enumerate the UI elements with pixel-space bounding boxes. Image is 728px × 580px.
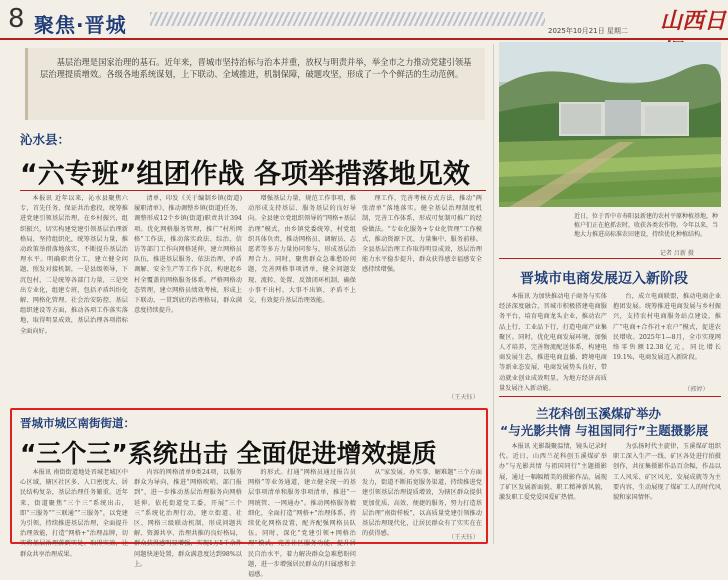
article-column: 本报讯 南街街道地处晋城老城区中心区域，辖区社区多、人口密度大、居民结构复杂，基层治理任务繁重。近年来，街道聚焦“三个三”系统出击，即“三服务”“三联通”“三服务”，以党建为引领，持续推进基层治理，全面提升治理效能，打造“网格+”治理品牌，切实将基层治理落到实处、取得实效，让群众共享治理成果。 (20, 469, 128, 558)
author-credit: （王天钰） (448, 534, 479, 541)
article-column: 从“家发展、办实事、解难题”三个方面发力，街道不断拓宽服务渠道，持续推进党建引领基层治理提质增效，为辖区群众提供更加优质、高效、便捷的服务，努力打造基层治理“南街样板”，以高质量党建引领推动基层治理现代化，让居民群众有了实实在在的获得感。 (362, 469, 482, 538)
article-column: 本报讯 近年以来，沁水县聚焦六专，首先任务、保证共治愈投，统筹推进党建引领基层治理，在乡村振兴，组织振兴，切实构建党建引领基层治理新格局，坚持组织化，统筹基层力量，推动政策举措落地落实，不断提升基层治理水平。明确职责分工，建立健全问题、照发对接机制，一是县级领导，下沉包村，二是统筹各部门力量，三是突出专业化，组建专班，包括矛盾纠纷化解、网格化管理、社会治安防控、基层组织建设等方面，推动各项工作落实落地，取得明显成效，基层治理各项指标全面向好。 (20, 195, 128, 335)
article-kicker: 沁水县： (20, 132, 71, 147)
landscape-image (499, 42, 721, 207)
article-headline: “六专班”组团作战 各项举措落地见效 (20, 159, 470, 190)
article-column: 台，成立电商联盟，推动电商企业抱团发展。统筹推进电商发展与乡村振兴，支持农村电商服务站点建设，推广“电商+合作社+农户”模式，促进农民增收。2025年1—8月，全市实现网络零售额12.38亿元，同比增长19.1%，电商发展迈入新阶段。 (613, 293, 721, 362)
dateline: 2025年10月21日 星期二 (548, 27, 628, 35)
article-column: 的形式。打通“网格员通过报告员网格”等业务通道，建立健全统一的基层事项清单和服务事项清单，推进“一网统管、一网通办”。推动网格服务精细化，全面打造“网格+”治理体系，持续优化网格设置，配齐配强网格员队伍。同时，深化“党建引领+网格治理”模式，完善社区服务功能，提升居民自治水平，着力解决群众急难愁盼问题，进一步增强居民群众的归属感和幸福感。 (248, 469, 356, 579)
author-credit: （王天钰） (448, 394, 479, 401)
article-kicker: 晋城市城区南街街道： (20, 416, 135, 430)
intro-box (25, 48, 485, 120)
article-column: 清单，印发《关于编制乡镇(街道)履职清单》，推动调整乡镇(街道)任务，调整形成12个乡镇(街道)职责共计394项。优化网格服务管理，推广“村所网格”工作法，推动落实政法、综治、信访等部门工作向网格延伸，建立网格员队伍，推进基层服务、依法治理、矛盾调解、安全生产等工作下沉，构建起乡村全覆盖的网格服务体系。严格网格动态管理，建立网格员绩效考核，形成上下联动、一贯到底的治理格局，群众满意度持续提升。 (134, 195, 242, 315)
article-column: 内容的网格清单9类24项，以服务群众为导向，推进“网格吹哨、部门报到”，进一步推动基层治理服务向网格延伸。依托街道党工委，开展“三个三”系统化治理行动，建立街道、社区、网格三级联动机制，形成问题共解、资源共享、治理共推的良好格局，群众获得感明显增强，实现1万5千余件问题快速处置，群众满意度达到98%以上。 (134, 469, 242, 568)
article-headline: 晋城市电商发展迈入新阶段 (520, 271, 688, 287)
article-column: 理工作，完善考核方式方法，推动“两张清单”落地落实。健全基层治理制度机制，完善工作体系，形成可复制可推广的经验做法。“专业化服务+专业化管理”工作模式，推动资源下沉、力量集中、服务前移。全县基层治理工作取得明显成效，基层治理能力水平稳步提升，群众获得感幸福感安全感持续增强。 (362, 195, 482, 274)
intro-text: 基层治理是国家治理的基石。近年来，晋城市坚持治标与治本并重，放权与明责并举，举全市之力推动党建引领基层治理提质增效。各级各地系统谋划，上下联动、全域推进，机制保障，破题攻坚，形成了一个个鲜活的生动范例。 (40, 57, 472, 79)
news-photo (499, 42, 721, 207)
header-stripes (150, 12, 545, 26)
divider (20, 190, 486, 191)
article-headline: 兰花科创玉溪煤矿举办 (536, 406, 662, 421)
article-column: 本报讯 为加快推动电子商务与实体经济深度融合，晋城市积极搭建电商服务平台，培育电商龙头企业，推动农产品上行、工业品下行，打造电商产业集聚区。同时，优化电商发展环境，加强人才培养，完善物流配送体系，构建电商发展生态，推进电商直播、跨境电商等新业态发展，电商发展势头良好，带动就业创业成效明显，为地方经济高质量发展注入新动能。 (499, 293, 607, 392)
section-title: 聚焦·晋城 (34, 13, 127, 37)
photo-credit: 记者 吕新 摄 (660, 250, 694, 257)
photo-caption: 近日，位于晋中市寿阳县新建的农村平原种植基地，种植户们正在抢抓农时，收获各类农作物。今年以来，当地大力推进高标准农田建设，持续优化种植结构。 (574, 213, 719, 238)
article-column: 增强基层力量，规范工作事项，推动形成支持基层、服务基层的良好导向。全县建立党组织领导的“网格+基层治理”模式，由乡镇党委统筹，村党组织具体负责，推动网格员、调解员、志愿者等多方力量协同参与，形成基层治理合力。同时，聚焦群众急难愁盼问题，完善网格事项清单，健全问题发现、流转、处置、反馈闭环机制，确保小事不出村、大事不出镇、矛盾不上交，有效提升基层治理效能。 (248, 195, 356, 305)
article-column: 为弘扬时代主旋律，玉溪煤矿组织职工深入生产一线、矿区各处进行拍摄创作，共征集摄影作品百余幅，作品以工人风采、矿区风光、发展成就等为主要内容，生动展现了煤矿工人的时代风貌和家国情怀。 (613, 443, 721, 502)
column-divider (493, 44, 494, 544)
masthead-logo: 山西日 (660, 8, 727, 34)
page-header (0, 0, 728, 40)
divider (499, 258, 721, 259)
article-column: 本报讯 光影凝聚温情，镜头记录时代。近日，山西兰花科创玉溪煤矿举办“与光影共情 与祖国同行”主题摄影展，通过一幅幅精美的摄影作品，展现了矿区发展新面貌、职工精神新风貌，激发职工爱党爱国爱矿热情。 (499, 443, 607, 502)
article-headline: “三个三”系统出击 全面促进增效提质 (20, 439, 437, 468)
page-number: 8 (8, 4, 25, 34)
author-credit: （郭婷） (684, 386, 709, 393)
divider (499, 396, 721, 397)
article-subheadline: “与光影共情 与祖国同行”主题摄影展 (500, 423, 709, 438)
